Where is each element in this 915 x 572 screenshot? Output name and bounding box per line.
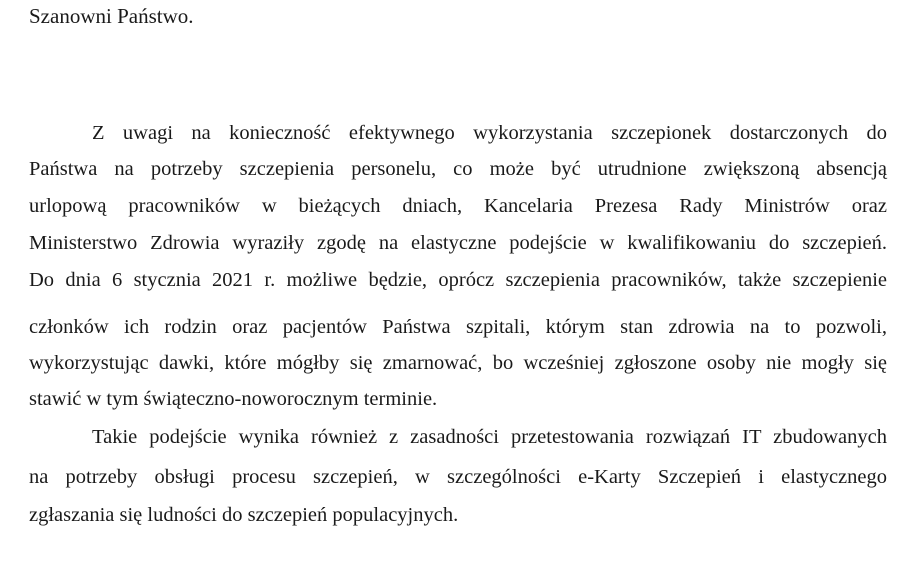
paragraph-1-line-6: członków ich rodzin oraz pacjentów Państwa szpitali, którym stan zdrowia na to pozwoli, (29, 316, 887, 338)
paragraph-1-line-2: Państwa na potrzeby szczepienia personelu, co może być utrudnione zwiększoną absencją (29, 158, 887, 180)
paragraph-1-line-3: urlopową pracowników w bieżących dniach, Kancelaria Prezesa Rady Ministrów oraz (29, 195, 887, 217)
paragraph-1-line-4: Ministerstwo Zdrowia wyraziły zgodę na elastyczne podejście w kwalifikowaniu do szczepień. (29, 232, 887, 254)
paragraph-1-line-1: Z uwagi na konieczność efektywnego wykorzystania szczepionek dostarczonych do (92, 122, 887, 144)
paragraph-2-line-1: Takie podejście wynika również z zasadności przetestowania rozwiązań IT zbudowanych (92, 426, 887, 448)
paragraph-1-line-8: stawić w tym świąteczno-noworocznym terminie. (29, 388, 438, 410)
paragraph-1-line-5: Do dnia 6 stycznia 2021 r. możliwe będzie, oprócz szczepienia pracowników, także szczepienie (29, 269, 887, 291)
paragraph-2-line-2: na potrzeby obsługi procesu szczepień, w szczególności e-Karty Szczepień i elastycznego (29, 466, 887, 488)
salutation: Szanowni Państwo. (29, 4, 194, 28)
paragraph-1-line-7: wykorzystując dawki, które mógłby się zmarnować, bo wcześniej zgłoszone osoby nie mogły się (29, 352, 887, 374)
paragraph-2-line-3: zgłaszania się ludności do szczepień populacyjnych. (29, 504, 459, 526)
